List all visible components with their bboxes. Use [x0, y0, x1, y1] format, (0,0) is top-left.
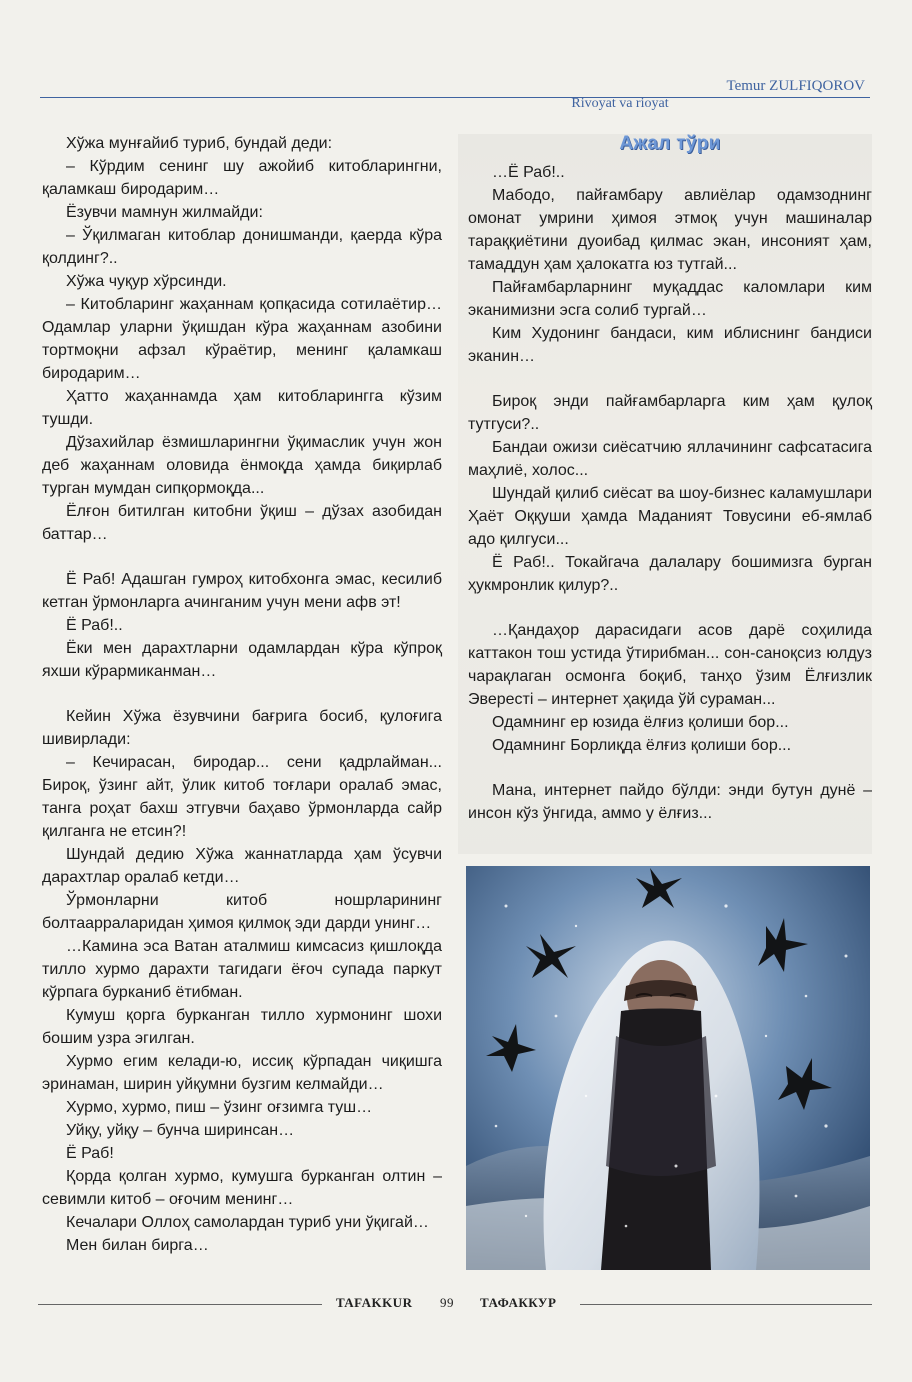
- paragraph: Ё Раб!..: [66, 617, 123, 634]
- paragraph: …Қандаҳор дарасидаги асов дарё соҳилида каттакон тош устида ўтирибман... сон-саноқсиз юлдуз чарақлаган осмонга боқиб, танҳо ўзим Ёлғизлик Эвересті – интернет ҳақида ўй сураман...: [468, 622, 872, 708]
- paragraph: Ёки мен дарахтларни одамлардан кўра кўпроқ яхши кўрармиканман…: [42, 640, 442, 680]
- paragraph: Шундай дедию Хўжа жаннатларда ҳам ўсувчи дарахтлар оралаб кетди…: [42, 846, 442, 886]
- page-number: 99: [440, 1295, 454, 1310]
- paragraph: Ё Раб!.. Токайгача далалару бошимизга бурган ҳукмронлик қилур?..: [468, 554, 872, 594]
- footer-magazine-latin: TAFAKKUR: [336, 1295, 413, 1310]
- paragraph: Одамнинг ер юзида ёлғиз қолиши бор...: [492, 714, 789, 731]
- paragraph: Ўрмонларни китоб ношрларининг болтаарраларидан ҳимоя қилмоқ эди дарди унинг…: [42, 892, 442, 932]
- right-column: [468, 132, 872, 825]
- footer-magazine-cyrillic: ТАФАККУР: [480, 1295, 557, 1310]
- footer-rule-right: [580, 1304, 872, 1305]
- paragraph: Ёзувчи мамнун жилмайди:: [66, 204, 263, 221]
- section-title: Ажал тўри: [619, 133, 721, 154]
- footer-rule-left: [38, 1304, 322, 1305]
- running-subtitle: Rivoyat va rioyat: [571, 96, 669, 111]
- page-footer: [38, 1294, 874, 1314]
- paragraph: Ким Худонинг бандаси, ким иблиснинг бандиси эканин…: [468, 325, 872, 365]
- paragraph: Мана, интернет пайдо бўлди: энди бутун дунё – инсон кўз ўнгида, аммо у ёлғиз...: [468, 782, 872, 822]
- paragraph: – Кечирасан, биродар... сени қадрлайман... Бироқ, ўзинг айт, ўлик китоб тоғлари оралаб эмас, танга роҳат бахш этгувчи баҳаво ўрмонларда сайр қилганга не етсин?!: [42, 754, 442, 840]
- paragraph: Кумуш қорга бурканган тилло хурмонинг шохи бошим узра эгилган.: [42, 1007, 442, 1047]
- paragraph: – Ўқилмаган китоблар донишманди, қаерда кўра қолдинг?..: [42, 227, 442, 267]
- paragraph: Дўзахийлар ёзмишларингни ўқимаслик учун жон деб жаҳаннам оловида ёнмоқда ҳамда биқирлаб турган мумдан сипқормоқда...: [42, 434, 442, 497]
- paragraph: Шундай қилиб сиёсат ва шоу-бизнес каламушлари Ҳаёт Оққуши ҳамда Маданият Товусини еб-ямлаб адо қилгуси...: [468, 485, 872, 548]
- paragraph: Пайғамбарларнинг муқаддас каломлари ким эканимизни эсга солиб тургай…: [468, 279, 872, 319]
- page-header: [40, 78, 870, 118]
- paragraph: Одамнинг Борлиқда ёлғиз қолиши бор...: [492, 737, 792, 754]
- illustration-veiled-woman: [466, 866, 870, 1270]
- paragraph: Кейин Хўжа ёзувчини бағрига босиб, қулоғига шивирлади:: [42, 708, 442, 748]
- paragraph: Уйқу, уйқу – бунча ширинсан…: [66, 1122, 295, 1139]
- paragraph: Қорда қолган хурмо, кумушга бурканган олтин – севимли китоб – оғочим менинг…: [42, 1168, 442, 1208]
- paragraph: …Камина эса Ватан аталмиш кимсасиз қишлоқда тилло хурмо дарахти тагидаги ёғоч супада паркут кўрпага бурканиб ётибман.: [42, 938, 442, 1001]
- painting-svg: [466, 866, 870, 1270]
- paragraph: Бандаи ожизи сиёсатчию яллачининг сафсатасига маҳлиё, холос...: [468, 439, 872, 479]
- paragraph: – Кўрдим сенинг шу ажойиб китобларингни, қаламкаш биродарим…: [42, 158, 442, 198]
- author-name: Temur ZULFIQOROV: [726, 78, 865, 94]
- paragraph: Хурмо егим келади-ю, иссиқ кўрпадан чиқишга эринаман, ширин уйқумни бузгим келмайди…: [42, 1053, 442, 1093]
- paragraph: Хўжа чуқур хўрсинди.: [66, 273, 227, 290]
- paragraph: Хўжа мунғайиб туриб, бундай деди:: [66, 135, 333, 152]
- paragraph: Мен билан бирга…: [66, 1237, 209, 1254]
- paragraph: …Ё Раб!..: [492, 164, 565, 181]
- paragraph: Ё Раб!: [66, 1145, 114, 1162]
- paragraph: – Китобларинг жаҳаннам қопқасида сотилаётир… Одамлар уларни ўқишдан кўра жаҳаннам азобини тортмоқни афзал кўраётир, менинг қаламкаш биродарим…: [42, 296, 442, 382]
- left-column: [42, 132, 442, 1257]
- paragraph: Бироқ энди пайғамбарларга ким ҳам қулоқ тутгуси?..: [468, 393, 872, 433]
- paragraph: Ёлғон битилган китобни ўқиш – дўзах азобидан баттар…: [42, 503, 442, 543]
- paragraph: Ё Раб! Адашган гумроҳ китобхонга эмас, кесилиб кетган ўрмонларга ачинганим учун мени афв эт!: [42, 571, 442, 611]
- paragraph: Мабодо, пайғамбару авлиёлар одамзоднинг омонат умрини ҳимоя этмоқ учун машиналар тараққиётини дуоибад қилмас экан, инсоният ҳам, тамаддун ҳам ҳалокатга юз тутгай...: [468, 187, 872, 273]
- paragraph: Хурмо, хурмо, пиш – ўзинг оғзимга туш…: [66, 1099, 373, 1116]
- paragraph: Кечалари Оллоҳ самолардан туриб уни ўқигай…: [66, 1214, 429, 1231]
- paragraph: Ҳатто жаҳаннамда ҳам китобларингга кўзим тушди.: [42, 388, 442, 428]
